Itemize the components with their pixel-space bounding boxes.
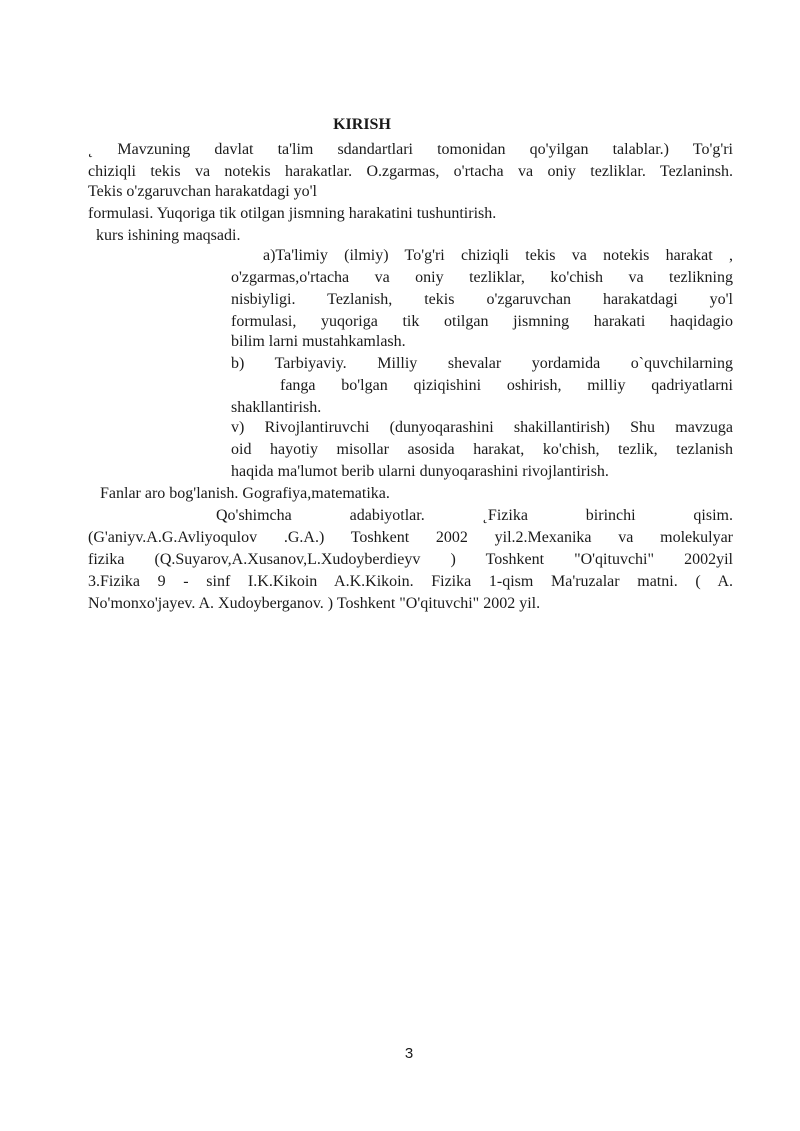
references-line-5: No'monxo'jayev. A. Xudoyberganov. ) Toshkent "O'qituvchi" 2002 yil.: [88, 595, 541, 612]
intro-line-3: Tekis o'zgaruvchan harakatdagi yo'l: [88, 183, 317, 200]
goal-a-line-1: a)Ta'limiy (ilmiy) To'g'ri chiziqli tekis va notekis harakat ,: [263, 247, 733, 264]
goal-v-line-3: haqida ma'lumot berib ularni dunyoqarashini rivojlantirish.: [231, 463, 609, 480]
goal-a-line-3: nisbiyligi. Tezlanish, tekis o'zgaruvchan harakatdagi yo'l: [231, 291, 733, 308]
goal-v-line-2: oid hayotiy misollar asosida harakat, ko'chish, tezlik, tezlanish: [231, 441, 733, 458]
goal-a-line-2: o'zgarmas,o'rtacha va oniy tezliklar, ko'chish va tezlikning: [231, 269, 733, 286]
page-number: 3: [404, 1045, 414, 1062]
goal-a-line-4: formulasi, yuqoriga tik otilgan jismning harakati haqidagio: [231, 313, 733, 330]
references-line-2: (G'aniyv.A.G.Avliyoqulov .G.A.) Toshkent 2002 yil.2.Mexanika va molekulyar: [88, 529, 733, 546]
intro-line-5: kurs ishining maqsadi.: [96, 227, 241, 244]
intro-line-1: ˛ Mavzuning davlat ta'lim sdandartlari tomonidan qo'yilgan talablar.) To'g'ri: [88, 141, 733, 158]
references-line-3: fizika (Q.Suyarov,A.Xusanov,L.Xudoyberdieyv ) Toshkent "O'qituvchi" 2002yil: [88, 551, 733, 568]
goal-b-line-2: fanga bo'lgan qiziqishini oshirish, milliy qadriyatlarni: [280, 377, 733, 394]
goal-v-line-1: v) Rivojlantiruvchi (dunyoqarashini shakillantirish) Shu mavzuga: [231, 419, 733, 436]
references-line-4: 3.Fizika 9 - sinf I.K.Kikoin A.K.Kikoin. Fizika 1-qism Ma'ruzalar matni. ( A.: [88, 573, 733, 590]
intro-line-2: chiziqli tekis va notekis harakatlar. O.zgarmas, o'rtacha va oniy tezliklar. Tezlaninsh.: [88, 163, 733, 180]
goal-a-line-5: bilim larni mustahkamlash.: [231, 333, 406, 350]
references-line-1: Qo'shimcha adabiyotlar. ˛Fizika birinchi qisim.: [216, 507, 733, 524]
goal-b-line-1: b) Tarbiyaviy. Milliy shevalar yordamida o`quvchilarning: [231, 355, 733, 372]
goal-b-line-3: shakllantirish.: [231, 399, 322, 416]
interdisciplinary-links: Fanlar aro bog'lanish. Gografiya,matematika.: [100, 485, 390, 502]
page-title: KIRISH: [333, 116, 391, 133]
intro-line-4: formulasi. Yuqoriga tik otilgan jismning harakatini tushuntirish.: [88, 205, 497, 222]
